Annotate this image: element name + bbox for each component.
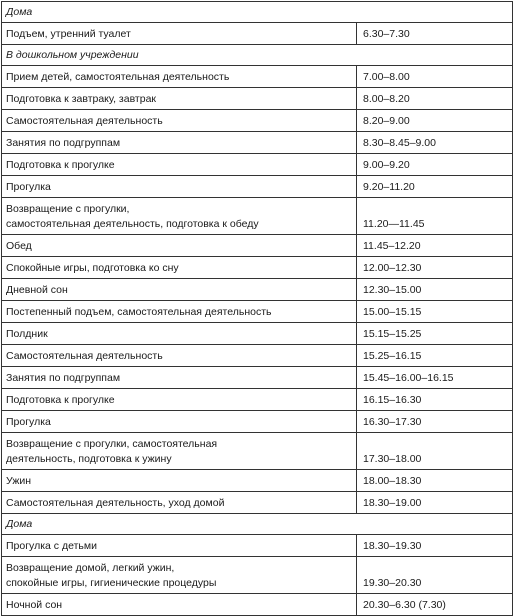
time-cell: 18.30–19.00	[357, 492, 513, 514]
activity-cell	[2, 132, 357, 154]
activity-cell	[2, 279, 357, 301]
activity-text: Ночной сон	[6, 599, 63, 611]
activity-cell	[2, 88, 357, 110]
activity-cell	[2, 470, 357, 492]
activity-cell	[2, 301, 357, 323]
activity-text: Подготовка к прогулке	[6, 394, 115, 406]
table-row	[2, 367, 513, 389]
time-cell: 15.45–16.00–16.15	[357, 367, 513, 389]
table-row	[2, 279, 513, 301]
time-cell: 17.30–18.00	[357, 433, 513, 470]
activity-cell	[2, 492, 357, 514]
table-row	[2, 154, 513, 176]
activity-text: Занятия по подгруппам	[6, 372, 121, 384]
table-row	[2, 132, 513, 154]
activity-cell	[2, 367, 357, 389]
time-cell: 8.30–8.45–9.00	[357, 132, 513, 154]
time-cell: 16.30–17.30	[357, 411, 513, 433]
activity-cell	[2, 176, 357, 198]
table-row	[2, 301, 513, 323]
section-header	[2, 514, 513, 535]
schedule-body	[2, 2, 513, 616]
activity-cell	[2, 433, 357, 470]
activity-cell	[2, 154, 357, 176]
activity-text: Подготовка к завтраку, завтрак	[6, 93, 157, 105]
activity-text: Дневной сон	[6, 284, 68, 296]
section-header	[2, 2, 513, 23]
activity-cell	[2, 345, 357, 367]
activity-text: Самостоятельная деятельность	[6, 115, 163, 127]
section-header	[2, 45, 513, 66]
activity-text: Подготовка к прогулке	[6, 159, 115, 171]
table-row	[2, 176, 513, 198]
activity-cell	[2, 411, 357, 433]
time-cell: 9.00–9.20	[357, 154, 513, 176]
activity-text: Спокойные игры, подготовка ко сну	[6, 262, 179, 274]
section-title: Дома	[2, 514, 513, 535]
time-cell: 15.15–15.25	[357, 323, 513, 345]
activity-text: Самостоятельная деятельность, уход домой	[6, 497, 225, 509]
time-cell: 8.00–8.20	[357, 88, 513, 110]
section-title: В дошкольном учреждении	[2, 45, 513, 66]
time-cell: 7.00–8.00	[357, 66, 513, 88]
activity-text: Ужин	[6, 475, 32, 487]
activity-text: Возвращение с прогулки,	[6, 203, 130, 215]
activity-text: Прием детей, самостоятельная деятельность	[6, 71, 230, 83]
activity-text: Полдник	[6, 328, 48, 340]
table-row	[2, 470, 513, 492]
activity-text: самостоятельная деятельность, подготовка к обеду	[6, 218, 259, 230]
activity-text: деятельность, подготовка к ужину	[6, 453, 172, 465]
table-row	[2, 88, 513, 110]
table-row	[2, 557, 513, 594]
time-cell: 11.20—11.45	[357, 198, 513, 235]
table-row	[2, 433, 513, 470]
table-row	[2, 110, 513, 132]
activity-text: Самостоятельная деятельность	[6, 350, 163, 362]
time-cell: 12.00–12.30	[357, 257, 513, 279]
table-row	[2, 23, 513, 45]
activity-cell	[2, 110, 357, 132]
activity-text: спокойные игры, гигиенические процедуры	[6, 577, 217, 589]
activity-cell	[2, 198, 357, 235]
activity-cell	[2, 66, 357, 88]
table-row	[2, 594, 513, 616]
time-cell: 19.30–20.30	[357, 557, 513, 594]
table-row	[2, 235, 513, 257]
time-cell: 12.30–15.00	[357, 279, 513, 301]
activity-text: Обед	[6, 240, 32, 252]
activity-cell	[2, 594, 357, 616]
activity-text: Прогулка	[6, 416, 51, 428]
activity-cell	[2, 257, 357, 279]
activity-text: Подъем, утренний туалет	[6, 28, 131, 40]
section-title: Дома	[2, 2, 513, 23]
time-cell: 16.15–16.30	[357, 389, 513, 411]
time-cell: 6.30–7.30	[357, 23, 513, 45]
activity-text: Занятия по подгруппам	[6, 137, 121, 149]
table-row	[2, 492, 513, 514]
table-row	[2, 66, 513, 88]
activity-cell	[2, 235, 357, 257]
table-row	[2, 198, 513, 235]
activity-text: Прогулка	[6, 181, 51, 193]
time-cell: 15.00–15.15	[357, 301, 513, 323]
daily-schedule-table	[1, 1, 513, 616]
activity-cell	[2, 535, 357, 557]
table-row	[2, 345, 513, 367]
activity-text: Возвращение домой, легкий ужин,	[6, 562, 175, 574]
activity-text: Постепенный подъем, самостоятельная деятельность	[6, 306, 272, 318]
time-cell: 18.00–18.30	[357, 470, 513, 492]
time-cell: 11.45–12.20	[357, 235, 513, 257]
time-cell: 8.20–9.00	[357, 110, 513, 132]
activity-text: Прогулка с детьми	[6, 540, 97, 552]
time-cell: 15.25–16.15	[357, 345, 513, 367]
activity-cell	[2, 557, 357, 594]
activity-text: Возвращение с прогулки, самостоятельная	[6, 438, 218, 450]
activity-cell	[2, 23, 357, 45]
activity-cell	[2, 323, 357, 345]
table-row	[2, 411, 513, 433]
time-cell: 9.20–11.20	[357, 176, 513, 198]
time-cell: 18.30–19.30	[357, 535, 513, 557]
activity-cell	[2, 389, 357, 411]
time-cell: 20.30–6.30 (7.30)	[357, 594, 513, 616]
table-row	[2, 323, 513, 345]
table-row	[2, 257, 513, 279]
table-row	[2, 535, 513, 557]
table-row	[2, 389, 513, 411]
